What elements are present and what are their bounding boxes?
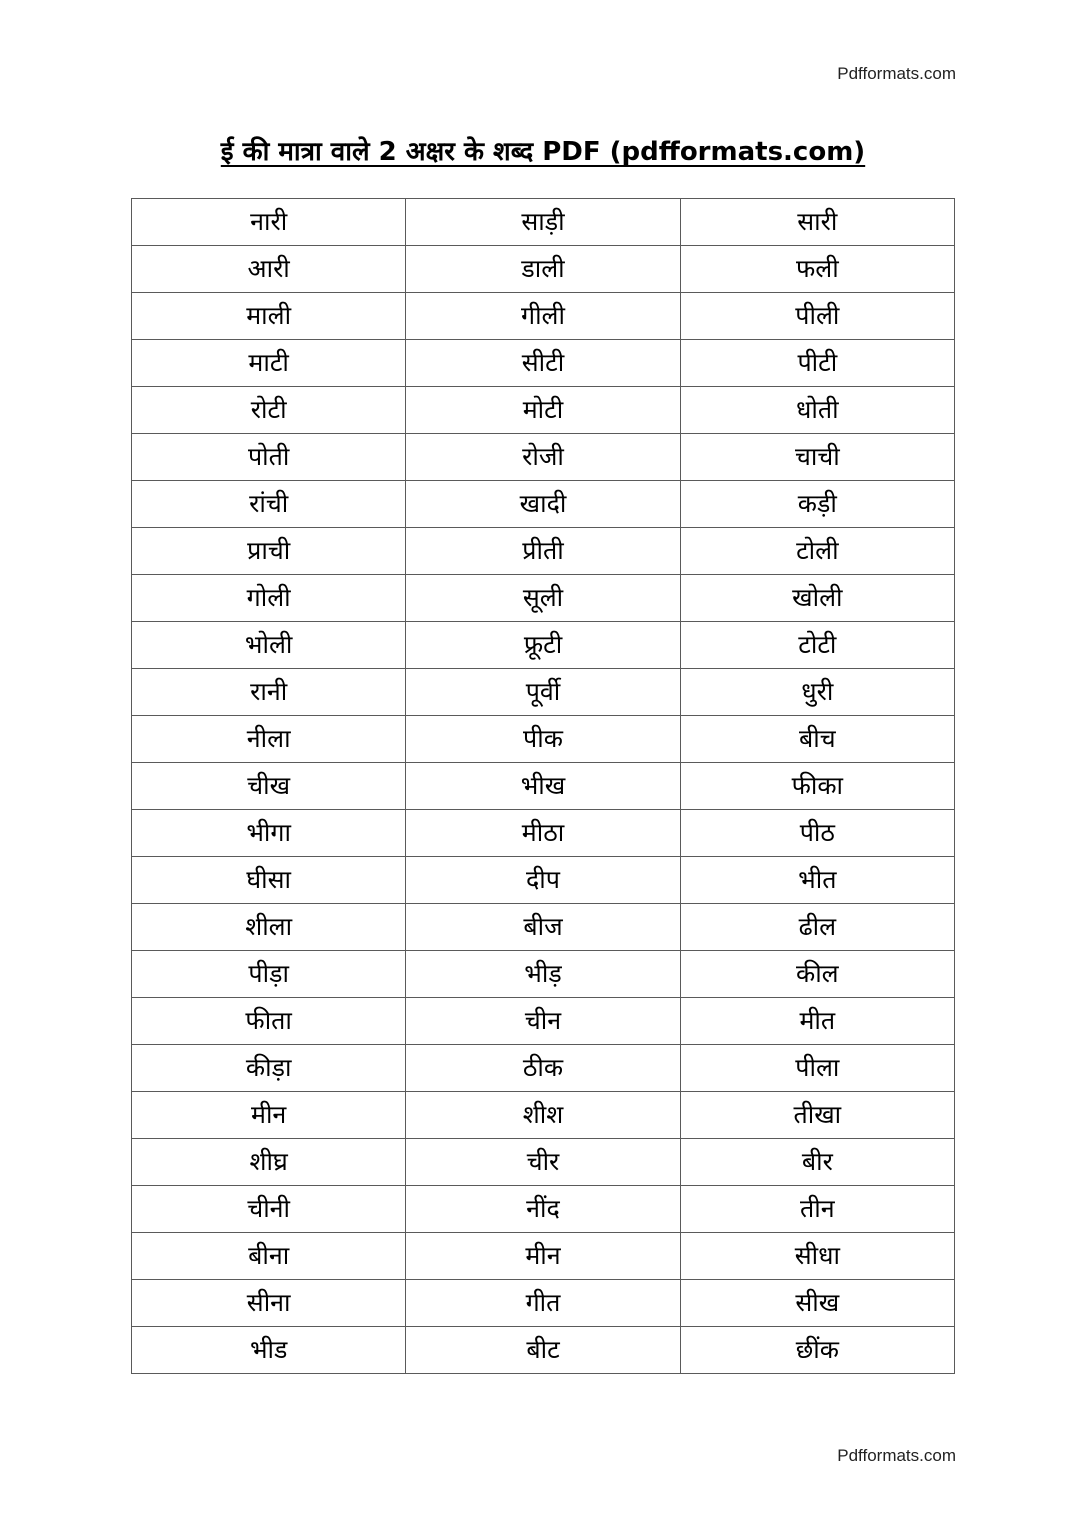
word-cell: पीड़ा <box>132 951 406 998</box>
word-cell: बीच <box>680 716 954 763</box>
word-table-body <box>132 199 955 1374</box>
word-cell: भीड <box>132 1327 406 1374</box>
table-row <box>132 387 955 434</box>
table-row <box>132 622 955 669</box>
table-row <box>132 1139 955 1186</box>
word-cell: साड़ी <box>406 199 680 246</box>
word-cell: गीत <box>406 1280 680 1327</box>
word-cell: मीठा <box>406 810 680 857</box>
site-header: Pdfformats.com <box>837 64 956 83</box>
table-row <box>132 528 955 575</box>
word-cell: सीना <box>132 1280 406 1327</box>
table-row <box>132 716 955 763</box>
word-cell: सीख <box>680 1280 954 1327</box>
word-cell: धोती <box>680 387 954 434</box>
word-cell: कील <box>680 951 954 998</box>
word-cell: मोटी <box>406 387 680 434</box>
word-cell: छींक <box>680 1327 954 1374</box>
table-row <box>132 810 955 857</box>
word-cell: रानी <box>132 669 406 716</box>
word-cell: बीर <box>680 1139 954 1186</box>
word-cell: चीर <box>406 1139 680 1186</box>
word-cell: कड़ी <box>680 481 954 528</box>
word-cell: फीका <box>680 763 954 810</box>
table-row <box>132 1045 955 1092</box>
word-cell: मीन <box>132 1092 406 1139</box>
word-cell: भीगा <box>132 810 406 857</box>
word-cell: नीला <box>132 716 406 763</box>
table-row <box>132 1280 955 1327</box>
word-cell: नींद <box>406 1186 680 1233</box>
word-cell: प्राची <box>132 528 406 575</box>
word-cell: पीटी <box>680 340 954 387</box>
word-cell: धुरी <box>680 669 954 716</box>
word-cell: डाली <box>406 246 680 293</box>
word-cell: तीखा <box>680 1092 954 1139</box>
table-row <box>132 857 955 904</box>
word-cell: रांची <box>132 481 406 528</box>
word-cell: चीनी <box>132 1186 406 1233</box>
word-cell: फ्रूटी <box>406 622 680 669</box>
word-cell: कीड़ा <box>132 1045 406 1092</box>
word-cell: शीघ्र <box>132 1139 406 1186</box>
table-row <box>132 293 955 340</box>
word-cell: चीख <box>132 763 406 810</box>
word-cell: सीधा <box>680 1233 954 1280</box>
table-row <box>132 669 955 716</box>
word-cell: पीला <box>680 1045 954 1092</box>
word-cell: भीड़ <box>406 951 680 998</box>
word-cell: माटी <box>132 340 406 387</box>
word-cell: मीत <box>680 998 954 1045</box>
table-row <box>132 1186 955 1233</box>
word-cell: फीता <box>132 998 406 1045</box>
table-row <box>132 1327 955 1374</box>
word-cell: पीली <box>680 293 954 340</box>
word-cell: घीसा <box>132 857 406 904</box>
word-cell: शीश <box>406 1092 680 1139</box>
table-row <box>132 1092 955 1139</box>
word-cell: पोती <box>132 434 406 481</box>
word-cell: माली <box>132 293 406 340</box>
table-row <box>132 246 955 293</box>
word-table <box>131 198 955 1374</box>
word-cell: गीली <box>406 293 680 340</box>
word-cell: खोली <box>680 575 954 622</box>
word-cell: सीटी <box>406 340 680 387</box>
page-title <box>0 134 1086 170</box>
table-row <box>132 763 955 810</box>
table-row <box>132 575 955 622</box>
table-row <box>132 951 955 998</box>
word-cell: चाची <box>680 434 954 481</box>
word-cell: टोटी <box>680 622 954 669</box>
word-cell: शीला <box>132 904 406 951</box>
table-row <box>132 481 955 528</box>
table-row <box>132 199 955 246</box>
word-cell: टोली <box>680 528 954 575</box>
word-cell: आरी <box>132 246 406 293</box>
word-cell: सूली <box>406 575 680 622</box>
word-cell: बीना <box>132 1233 406 1280</box>
table-row <box>132 998 955 1045</box>
word-cell: गोली <box>132 575 406 622</box>
word-cell: पीक <box>406 716 680 763</box>
table-row <box>132 904 955 951</box>
word-cell: भीख <box>406 763 680 810</box>
word-cell: भीत <box>680 857 954 904</box>
word-cell: पीठ <box>680 810 954 857</box>
word-cell: मीन <box>406 1233 680 1280</box>
word-cell: पूर्वी <box>406 669 680 716</box>
word-cell: ढील <box>680 904 954 951</box>
word-cell: दीप <box>406 857 680 904</box>
table-row <box>132 1233 955 1280</box>
word-cell: प्रीती <box>406 528 680 575</box>
word-cell: नारी <box>132 199 406 246</box>
word-cell: सारी <box>680 199 954 246</box>
page-title-text: ई की मात्रा वाले 2 अक्षर के शब्द PDF (pdfformats.com) <box>220 137 866 167</box>
table-row <box>132 434 955 481</box>
word-cell: बीट <box>406 1327 680 1374</box>
word-cell: भोली <box>132 622 406 669</box>
table-row <box>132 340 955 387</box>
word-cell: रोटी <box>132 387 406 434</box>
word-cell: खादी <box>406 481 680 528</box>
word-cell: तीन <box>680 1186 954 1233</box>
word-cell: फली <box>680 246 954 293</box>
site-footer: Pdfformats.com <box>837 1446 956 1465</box>
word-cell: चीन <box>406 998 680 1045</box>
word-cell: रोजी <box>406 434 680 481</box>
word-cell: ठीक <box>406 1045 680 1092</box>
word-cell: बीज <box>406 904 680 951</box>
